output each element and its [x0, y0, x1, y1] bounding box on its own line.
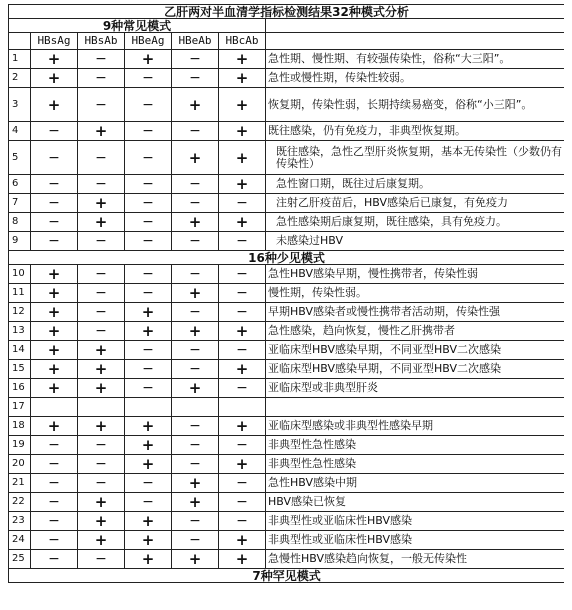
negative-mark: −: [172, 50, 219, 69]
row-number: 18: [9, 417, 31, 436]
negative-mark: −: [125, 88, 172, 122]
positive-mark: +: [219, 360, 266, 379]
table-row: [9, 175, 565, 194]
row-description: 恢复期，传染性弱，长期持续易癌变，俗称“小三阳”。: [266, 88, 565, 122]
positive-mark: +: [125, 550, 172, 569]
row-number: 2: [9, 69, 31, 88]
negative-mark: −: [172, 69, 219, 88]
negative-mark: −: [78, 550, 125, 569]
row-number: 7: [9, 194, 31, 213]
row-description: 非典型性或亚临床性HBV感染: [266, 512, 565, 531]
row-number: 20: [9, 455, 31, 474]
table-row: [9, 122, 565, 141]
positive-mark: +: [31, 303, 78, 322]
positive-mark: +: [172, 284, 219, 303]
negative-mark: −: [31, 474, 78, 493]
row-description: 急性感染，趋向恢复，慢性乙肝携带者: [266, 322, 565, 341]
negative-mark: −: [125, 379, 172, 398]
negative-mark: −: [31, 436, 78, 455]
table-row: [9, 474, 565, 493]
table-row: [9, 360, 565, 379]
negative-mark: −: [125, 493, 172, 512]
row-number: 8: [9, 213, 31, 232]
row-number: 11: [9, 284, 31, 303]
empty-mark: [31, 398, 78, 417]
row-number: 4: [9, 122, 31, 141]
table-row: [9, 265, 565, 284]
row-description: 注射乙肝疫苗后，HBV感染后已康复，有免疫力: [266, 194, 565, 213]
table-row: [9, 284, 565, 303]
negative-mark: −: [172, 455, 219, 474]
negative-mark: −: [125, 474, 172, 493]
positive-mark: +: [125, 436, 172, 455]
row-description: 急性窗口期，既往过后康复期。: [266, 175, 565, 194]
table-row: [9, 69, 565, 88]
row-number: 21: [9, 474, 31, 493]
row-number: 23: [9, 512, 31, 531]
negative-mark: −: [125, 265, 172, 284]
row-number: 14: [9, 341, 31, 360]
negative-mark: −: [31, 122, 78, 141]
positive-mark: +: [31, 69, 78, 88]
results-sheet: [8, 4, 564, 610]
negative-mark: −: [78, 88, 125, 122]
positive-mark: +: [31, 50, 78, 69]
negative-mark: −: [219, 436, 266, 455]
positive-mark: +: [219, 141, 266, 175]
section-row-common: [9, 19, 565, 33]
negative-mark: −: [172, 417, 219, 436]
negative-mark: −: [31, 512, 78, 531]
row-number: 10: [9, 265, 31, 284]
negative-mark: −: [78, 322, 125, 341]
negative-mark: −: [125, 213, 172, 232]
positive-mark: +: [219, 455, 266, 474]
section-heading: 7种罕见模式: [9, 569, 565, 583]
negative-mark: −: [125, 341, 172, 360]
table-row: [9, 417, 565, 436]
row-number: 6: [9, 175, 31, 194]
positive-mark: +: [78, 512, 125, 531]
row-number: 15: [9, 360, 31, 379]
table-row: [9, 398, 565, 417]
negative-mark: −: [31, 213, 78, 232]
positive-mark: +: [31, 341, 78, 360]
positive-mark: +: [172, 322, 219, 341]
row-description: 急性HBV感染中期: [266, 474, 565, 493]
column-header: HBsAg: [31, 33, 78, 50]
positive-mark: +: [219, 50, 266, 69]
row-number: 24: [9, 531, 31, 550]
row-description: 早期HBV感染者或慢性携带者活动期，传染性强: [266, 303, 565, 322]
negative-mark: −: [219, 341, 266, 360]
negative-mark: −: [78, 50, 125, 69]
negative-mark: −: [125, 69, 172, 88]
row-number: 9: [9, 232, 31, 251]
positive-mark: +: [78, 379, 125, 398]
negative-mark: −: [125, 232, 172, 251]
negative-mark: −: [219, 379, 266, 398]
negative-mark: −: [31, 531, 78, 550]
row-description: HBV感染已恢复: [266, 493, 565, 512]
row-description: 亚临床型或非典型肝炎: [266, 379, 565, 398]
negative-mark: −: [172, 436, 219, 455]
positive-mark: +: [31, 360, 78, 379]
table-row: [9, 232, 565, 251]
empty-mark: [125, 398, 172, 417]
negative-mark: −: [219, 232, 266, 251]
negative-mark: −: [31, 232, 78, 251]
row-description: 亚临床型HBV感染早期，不同亚型HBV二次感染: [266, 360, 565, 379]
positive-mark: +: [78, 360, 125, 379]
negative-mark: −: [78, 175, 125, 194]
row-description: 非典型性急性感染: [266, 455, 565, 474]
row-description: 急性感染期后康复期，既往感染，具有免疫力。: [266, 213, 565, 232]
positive-mark: +: [31, 379, 78, 398]
positive-mark: +: [78, 122, 125, 141]
negative-mark: −: [172, 360, 219, 379]
column-header: HBeAg: [125, 33, 172, 50]
negative-mark: −: [219, 493, 266, 512]
row-number: 12: [9, 303, 31, 322]
negative-mark: −: [125, 122, 172, 141]
negative-mark: −: [125, 141, 172, 175]
section-heading-blank: [266, 19, 565, 33]
row-description: 既往感染，急性乙型肝炎恢复期，基本无传染性（少数仍有传染性）: [266, 141, 565, 175]
section-row-very-rare: [9, 569, 565, 583]
negative-mark: −: [78, 232, 125, 251]
row-number: 25: [9, 550, 31, 569]
positive-mark: +: [219, 213, 266, 232]
positive-mark: +: [125, 50, 172, 69]
row-description: 未感染过HBV: [266, 232, 565, 251]
negative-mark: −: [78, 303, 125, 322]
row-description: 急性或慢性期，传染性较弱。: [266, 69, 565, 88]
negative-mark: −: [78, 474, 125, 493]
negative-mark: −: [31, 194, 78, 213]
table-row: [9, 341, 565, 360]
empty-mark: [172, 398, 219, 417]
positive-mark: +: [219, 322, 266, 341]
column-header: HBsAb: [78, 33, 125, 50]
positive-mark: +: [219, 88, 266, 122]
negative-mark: −: [31, 175, 78, 194]
positive-mark: +: [172, 550, 219, 569]
positive-mark: +: [125, 417, 172, 436]
row-description: 亚临床型HBV感染早期，不同亚型HBV二次感染: [266, 341, 565, 360]
table-row: [9, 194, 565, 213]
row-number: 1: [9, 50, 31, 69]
negative-mark: −: [219, 194, 266, 213]
negative-mark: −: [172, 265, 219, 284]
header-blank: [9, 33, 31, 50]
negative-mark: −: [219, 512, 266, 531]
row-number: 16: [9, 379, 31, 398]
positive-mark: +: [78, 417, 125, 436]
title-row: [9, 5, 565, 19]
row-number: 22: [9, 493, 31, 512]
negative-mark: −: [125, 175, 172, 194]
table-row: [9, 303, 565, 322]
positive-mark: +: [219, 550, 266, 569]
positive-mark: +: [31, 88, 78, 122]
negative-mark: −: [172, 303, 219, 322]
negative-mark: −: [172, 175, 219, 194]
positive-mark: +: [219, 531, 266, 550]
table-row: [9, 512, 565, 531]
row-number: 17: [9, 398, 31, 417]
row-description: 非典型性或亚临床性HBV感染: [266, 531, 565, 550]
positive-mark: +: [219, 417, 266, 436]
table-row: [9, 550, 565, 569]
positive-mark: +: [172, 474, 219, 493]
negative-mark: −: [219, 265, 266, 284]
positive-mark: +: [172, 493, 219, 512]
positive-mark: +: [78, 194, 125, 213]
positive-mark: +: [219, 175, 266, 194]
table-row: [9, 322, 565, 341]
positive-mark: +: [219, 69, 266, 88]
section-heading: 16种少见模式: [9, 251, 565, 265]
negative-mark: −: [219, 303, 266, 322]
empty-mark: [78, 398, 125, 417]
negative-mark: −: [78, 69, 125, 88]
table-title: 乙肝两对半血清学指标检测结果32种模式分析: [9, 5, 565, 19]
negative-mark: −: [78, 141, 125, 175]
negative-mark: −: [219, 284, 266, 303]
table-row: [9, 213, 565, 232]
header-desc-blank: [266, 33, 565, 50]
row-description: 急性HBV感染早期，慢性携带者，传染性弱: [266, 265, 565, 284]
row-description: 既往感染，仍有免疫力，非典型恢复期。: [266, 122, 565, 141]
row-description: 急慢性HBV感染趋向恢复，一般无传染性: [266, 550, 565, 569]
negative-mark: −: [219, 474, 266, 493]
negative-mark: −: [125, 194, 172, 213]
negative-mark: −: [31, 455, 78, 474]
empty-mark: [219, 398, 266, 417]
negative-mark: −: [172, 341, 219, 360]
section-row-rare: [9, 251, 565, 265]
table-row: [9, 88, 565, 122]
column-header: HBeAb: [172, 33, 219, 50]
table-row: [9, 436, 565, 455]
table-row: [9, 455, 565, 474]
column-header: HBcAb: [219, 33, 266, 50]
row-description: 亚临床型感染或非典型性感染早期: [266, 417, 565, 436]
row-description: 急性期、慢性期、有较强传染性，俗称“大三阳”。: [266, 50, 565, 69]
table-row: [9, 531, 565, 550]
positive-mark: +: [31, 322, 78, 341]
positive-mark: +: [31, 417, 78, 436]
positive-mark: +: [125, 512, 172, 531]
negative-mark: −: [78, 455, 125, 474]
section-heading: 9种常见模式: [9, 19, 266, 33]
positive-mark: +: [31, 265, 78, 284]
row-description: 非典型性急性感染: [266, 436, 565, 455]
negative-mark: −: [172, 232, 219, 251]
row-description: 慢性期，传染性弱。: [266, 284, 565, 303]
table-row: [9, 50, 565, 69]
positive-mark: +: [125, 455, 172, 474]
negative-mark: −: [172, 122, 219, 141]
row-number: 13: [9, 322, 31, 341]
negative-mark: −: [31, 493, 78, 512]
positive-mark: +: [125, 322, 172, 341]
positive-mark: +: [78, 493, 125, 512]
positive-mark: +: [219, 122, 266, 141]
column-header-row: [9, 33, 565, 50]
negative-mark: −: [172, 194, 219, 213]
negative-mark: −: [31, 141, 78, 175]
positive-mark: +: [125, 303, 172, 322]
positive-mark: +: [172, 213, 219, 232]
negative-mark: −: [125, 284, 172, 303]
positive-mark: +: [172, 379, 219, 398]
table-row: [9, 493, 565, 512]
pattern-table: [8, 4, 564, 583]
row-description: [266, 398, 565, 417]
positive-mark: +: [172, 141, 219, 175]
positive-mark: +: [78, 531, 125, 550]
negative-mark: −: [125, 360, 172, 379]
row-number: 3: [9, 88, 31, 122]
negative-mark: −: [172, 512, 219, 531]
table-row: [9, 379, 565, 398]
row-number: 5: [9, 141, 31, 175]
positive-mark: +: [78, 213, 125, 232]
positive-mark: +: [172, 88, 219, 122]
row-number: 19: [9, 436, 31, 455]
negative-mark: −: [78, 284, 125, 303]
negative-mark: −: [31, 550, 78, 569]
negative-mark: −: [78, 265, 125, 284]
positive-mark: +: [31, 284, 78, 303]
positive-mark: +: [78, 341, 125, 360]
table-row: [9, 141, 565, 175]
negative-mark: −: [78, 436, 125, 455]
negative-mark: −: [172, 531, 219, 550]
positive-mark: +: [125, 531, 172, 550]
